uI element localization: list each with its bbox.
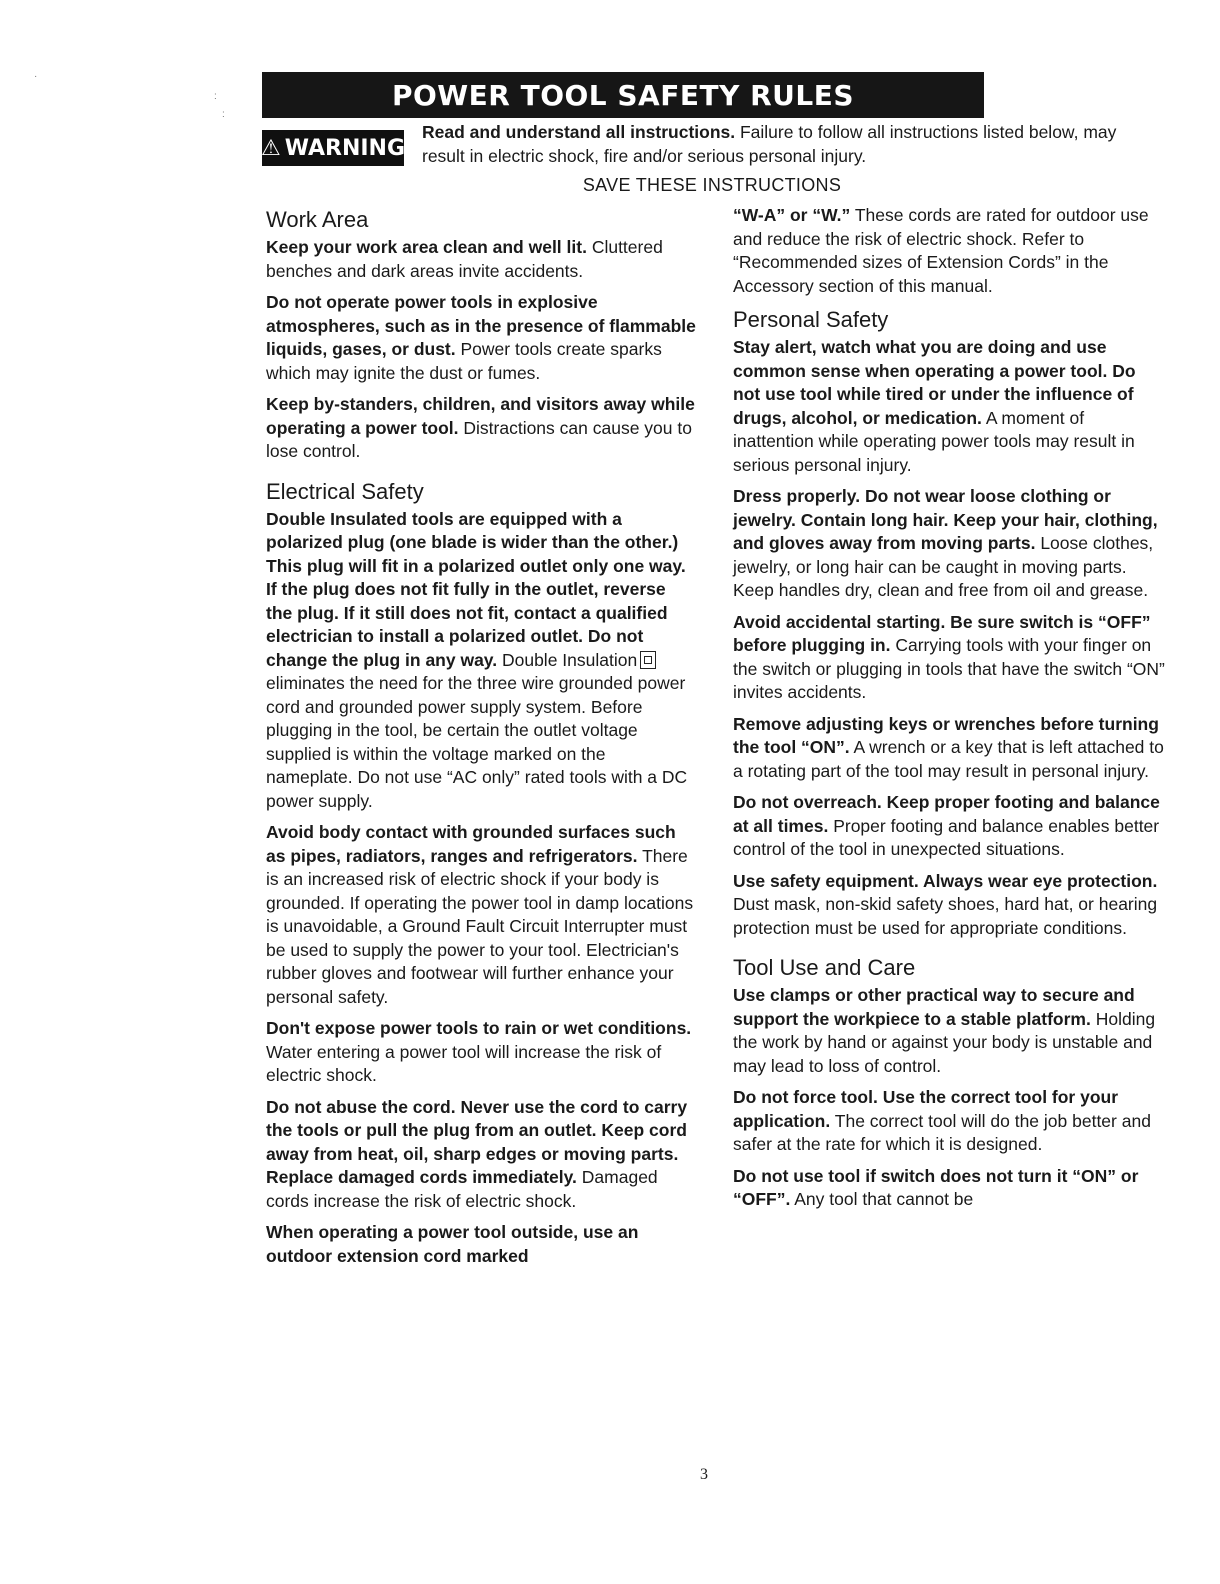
scan-speck: :	[214, 91, 217, 102]
paragraph: Remove adjusting keys or wrenches before turning the tool “ON”. A wrench or a key that is left attached to a rotating part of the tool may result in personal injury.	[733, 713, 1164, 781]
paragraph: “W-A” or “W.” These cords are rated for outdoor use and reduce the risk of electric shock. Refer to “Recommended sizes of Extension Cords” in the Accessory section of this manual.	[733, 205, 1149, 296]
paragraph: Don't expose power tools to rain or wet conditions. Water entering a power tool will increase the risk of electric shock.	[266, 1018, 692, 1085]
paragraph: Do not use tool if switch does not turn it “ON” or “OFF”. Any tool that cannot be	[733, 1165, 1139, 1209]
paragraph: Do not operate power tools in explosive atmospheres, such as in the presence of flammable liquids, gases, or dust. Power tools create sparks which may ignite the dust or fumes.	[266, 292, 696, 383]
paragraph: When operating a power tool outside, use an outdoor extension cord marked	[266, 1222, 639, 1266]
paragraph: Dress properly. Do not wear loose clothing or jewelry. Contain long hair. Keep your hair, clothing, and gloves away from moving parts. Loose clothes, jewelry, or long hair can be caught in moving parts. Keep handles dry, clean and free from oil and grease.	[733, 486, 1158, 600]
paragraph: Do not force tool. Use the correct tool for your application. The correct tool will do the job better and safer at the rate for which it is designed.	[733, 1087, 1151, 1154]
page-title-banner	[262, 72, 984, 118]
warning-triangle-icon: ⚠	[260, 135, 281, 161]
warning-badge	[262, 130, 404, 166]
left-column	[266, 206, 696, 1276]
paragraph: Avoid accidental starting. Be sure switch is “OFF” before plugging in. Carrying tools with your finger on the switch or plugging in tools that have the switch “ON” invites accidents.	[733, 611, 1165, 702]
section-heading-personal-safety: Personal Safety	[733, 307, 889, 332]
save-instructions: SAVE THESE INSTRUCTIONS	[582, 175, 842, 195]
page-title: POWER TOOL SAFETY RULES	[391, 78, 855, 112]
scan-speck: :	[222, 109, 225, 120]
scan-speck: ·	[34, 71, 38, 82]
double-insulation-icon	[640, 651, 656, 669]
page-number: 3	[700, 1466, 708, 1483]
section-heading-work-area: Work Area	[266, 207, 369, 232]
section-heading-tool-use-and-care: Tool Use and Care	[733, 955, 916, 980]
paragraph: Double Insulated tools are equipped with a polarized plug (one blade is wider than the other.) This plug will fit in a polarized outlet only one way. If the plug does not fit fully in the outlet, reverse the plug. If it still does not fit, contact a qualified electrician to install a polarized outlet. Do not change the plug in any way. Double Insulation eliminates the need for the three wire grounded power cord and grounded power supply system. Before plugging in the tool, be certain the outlet voltage supplied is within the voltage marked on the nameplate. Do not use “AC only” rated tools with a DC power supply.	[266, 508, 688, 811]
section-heading-electrical-safety: Electrical Safety	[266, 478, 424, 504]
paragraph: Use safety equipment. Always wear eye protection. Dust mask, non-skid safety shoes, hard hat, or hearing protection must be used for appropriate conditions.	[733, 870, 1158, 938]
paragraph: Avoid body contact with grounded surfaces such as pipes, radiators, ranges and refrigerators. There is an increased risk of electric shock if your body is grounded. If operating the power tool in damp locations is unavoidable, a Ground Fault Circuit Interrupter must be used to supply the power to your tool. Electrician's rubber gloves and footwear will further enhance your personal safety.	[266, 822, 694, 1007]
right-column	[733, 204, 1165, 1220]
warning-label: WARNING	[284, 135, 406, 161]
paragraph: Do not overreach. Keep proper footing and balance at all times. Proper footing and balance enables better control of the tool in unexpected situations.	[733, 792, 1160, 859]
warning-body: Failure to follow all instructions listed below, may result in electric shock, fire and/or serious personal injury.	[422, 122, 1117, 166]
warning-text	[422, 120, 1162, 168]
warning-lead: Read and understand all instructions.	[422, 122, 736, 142]
paragraph: Keep by-standers, children, and visitors away while operating a power tool. Distractions can cause you to lose control.	[266, 394, 695, 461]
paragraph: Do not abuse the cord. Never use the cord to carry the tools or pull the plug from an outlet. Keep cord away from heat, oil, sharp edges or moving parts. Replace damaged cords immediately. Damaged cords increase the risk of electric shock.	[266, 1096, 688, 1211]
paragraph: Use clamps or other practical way to secure and support the workpiece to a stable platform. Holding the work by hand or against your body is unstable and may lead to loss of control.	[733, 985, 1156, 1076]
paragraph: Keep your work area clean and well lit. Cluttered benches and dark areas invite accidents.	[266, 237, 663, 281]
paragraph: Stay alert, watch what you are doing and use common sense when operating a power tool. Do not use tool while tired or under the influence of drugs, alcohol, or medication. A moment of inattention while operating power tools may result in serious personal injury.	[733, 337, 1136, 475]
